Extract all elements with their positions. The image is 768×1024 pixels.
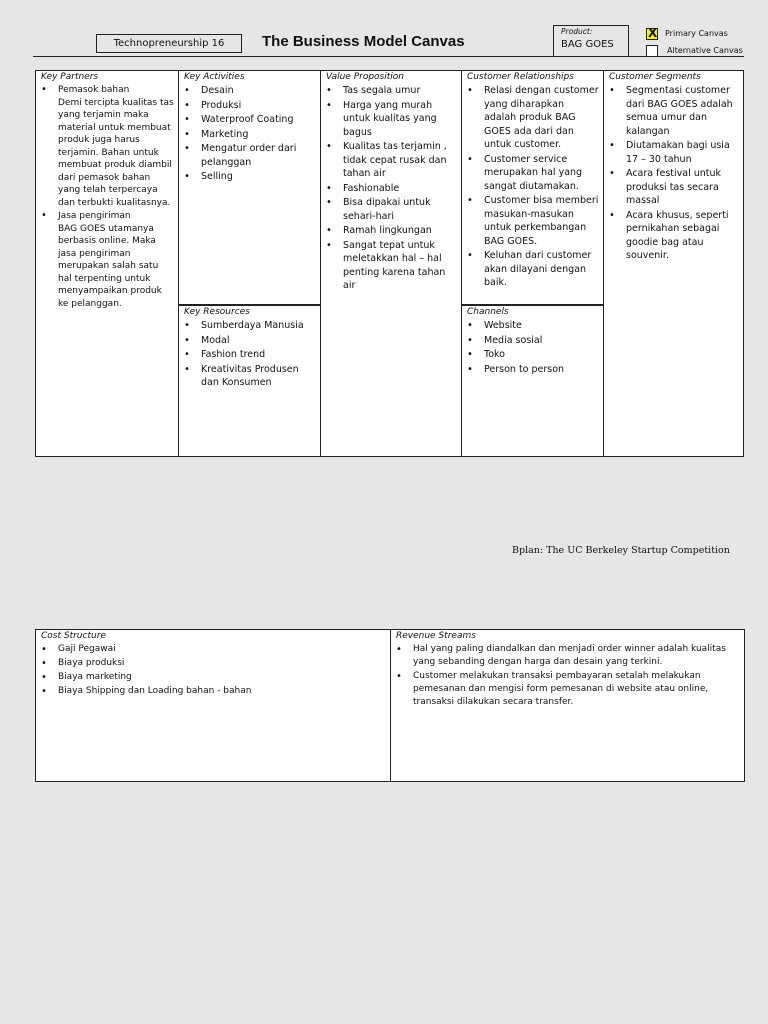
- cost-structure-list: [36, 643, 390, 698]
- list-item: • Gaji Pegawai: [41, 643, 386, 656]
- key-activities-list: [179, 84, 320, 184]
- key-resources-list: [179, 319, 320, 390]
- list-item: • Person to person: [467, 363, 599, 377]
- value-proposition-section: [321, 71, 461, 456]
- list-item: • Customer bisa memberi masukan-masukan untuk perkembangan BAG GOES.: [467, 194, 599, 248]
- list-item: • Toko: [467, 348, 599, 362]
- list-item: • Sumberdaya Manusia: [184, 319, 316, 333]
- course-tag: Technopreneurship 16: [96, 34, 242, 53]
- alternative-canvas-label: Alternative Canvas: [667, 46, 743, 55]
- list-item: • Mengatur order dari pelanggan: [184, 142, 316, 169]
- list-item: • Hal yang paling diandalkan dan menjadi order winner adalah kualitas yang sebanding dengan harga dan desain yang terkini.: [396, 643, 740, 669]
- list-item: • Tas segala umur: [326, 84, 457, 98]
- channels-list: [462, 319, 603, 376]
- customer-segments-section: [604, 71, 743, 456]
- list-item: • Keluhan dari customer akan dilayani dengan baik.: [467, 249, 599, 290]
- list-item: • Acara khusus, seperti pernikahan sebagai goodie bag atau souvenir.: [609, 209, 739, 263]
- list-item: • Acara festival untuk produksi tas secara massal: [609, 167, 739, 208]
- key-partners-list: [36, 84, 178, 310]
- list-item: • Biaya produksi: [41, 657, 386, 670]
- list-item: • Harga yang murah untuk kualitas yang bagus: [326, 99, 457, 140]
- list-item: • Kualitas tas terjamin , tidak cepat rusak dan tahan air: [326, 140, 457, 181]
- list-item: • Segmentasi customer dari BAG GOES adalah semua umur dan kalangan: [609, 84, 739, 138]
- product-label: Product:: [561, 27, 593, 36]
- list-item: • Media sosial: [467, 334, 599, 348]
- list-item: • Selling: [184, 170, 316, 184]
- value-proposition-list: [321, 84, 461, 293]
- customer-relationships-section: [462, 71, 603, 304]
- section-title: Key Resources: [184, 307, 250, 317]
- section-title: Value Proposition: [326, 72, 404, 82]
- list-item: • Sangat tepat untuk meletakkan hal – hal penting karena tahan air: [326, 239, 457, 293]
- section-title: Customer Segments: [609, 72, 701, 82]
- section-title: Key Partners: [41, 72, 99, 82]
- bplan-footer-text: Bplan: The UC Berkeley Startup Competition: [512, 545, 730, 556]
- section-title: Key Activities: [184, 72, 245, 82]
- list-item: • Jasa pengiriman BAG GOES utamanya berbasis online. Maka jasa pengiriman merupakan salah satu hal terpenting untuk menyampaikan produk ke pelanggan.: [41, 210, 174, 310]
- list-item: • Biaya Shipping dan Loading bahan - bahan: [41, 685, 386, 698]
- header-divider: [33, 56, 744, 57]
- list-item: • Marketing: [184, 128, 316, 142]
- customer-segments-list: [604, 84, 743, 263]
- list-item: • Biaya marketing: [41, 671, 386, 684]
- product-value: BAG GOES: [561, 39, 614, 50]
- cost-revenue-section: [35, 629, 745, 782]
- page-title: The Business Model Canvas: [262, 33, 465, 50]
- list-item: • Produksi: [184, 99, 316, 113]
- list-item: • Diutamakan bagi usia 17 – 30 tahun: [609, 139, 739, 166]
- alternative-canvas-checkbox[interactable]: [646, 45, 658, 57]
- primary-canvas-label: Primary Canvas: [665, 29, 728, 38]
- revenue-streams-list: [391, 643, 744, 709]
- cost-structure-section: [36, 630, 390, 781]
- list-item: • Website: [467, 319, 599, 333]
- section-title: Revenue Streams: [396, 631, 476, 641]
- revenue-streams-section: [391, 630, 744, 781]
- key-activities-section: [179, 71, 320, 304]
- list-item: • Waterproof Coating: [184, 113, 316, 127]
- section-title: Customer Relationships: [467, 72, 574, 82]
- list-item: • Customer service merupakan hal yang sangat diutamakan.: [467, 153, 599, 194]
- channels-section: [462, 306, 603, 456]
- section-title: Cost Structure: [41, 631, 106, 641]
- check-x-icon: X: [648, 26, 658, 40]
- list-item: • Pemasok bahan Demi tercipta kualitas tas yang terjamin maka material untuk membuat produk juga harus terjamin. Bahan untuk membuat produk diambil dari pemasok bahan yang telah terpercaya dan terbukti kualitasnya.: [41, 84, 174, 209]
- list-item: • Relasi dengan customer yang diharapkan adalah produk BAG GOES ada dari dan untuk customer.: [467, 84, 599, 152]
- list-item: • Desain: [184, 84, 316, 98]
- list-item: • Customer melakukan transaksi pembayaran setalah melakukan pemesanan dan mengisi form pemesanan di website atau online, transaksi dilakukan secara transfer.: [396, 670, 740, 709]
- section-title: Channels: [467, 307, 509, 317]
- key-partners-section: [36, 71, 178, 456]
- customer-relationships-list: [462, 84, 603, 290]
- product-box: [553, 25, 629, 56]
- business-model-canvas: [35, 70, 744, 457]
- list-item: • Ramah lingkungan: [326, 224, 457, 238]
- list-item: • Modal: [184, 334, 316, 348]
- list-item: • Fashion trend: [184, 348, 316, 362]
- list-item: • Fashionable: [326, 182, 457, 196]
- list-item: • Bisa dipakai untuk sehari-hari: [326, 196, 457, 223]
- primary-canvas-checkbox[interactable]: [646, 28, 658, 40]
- key-resources-section: [179, 306, 320, 456]
- list-item: • Kreativitas Produsen dan Konsumen: [184, 363, 316, 390]
